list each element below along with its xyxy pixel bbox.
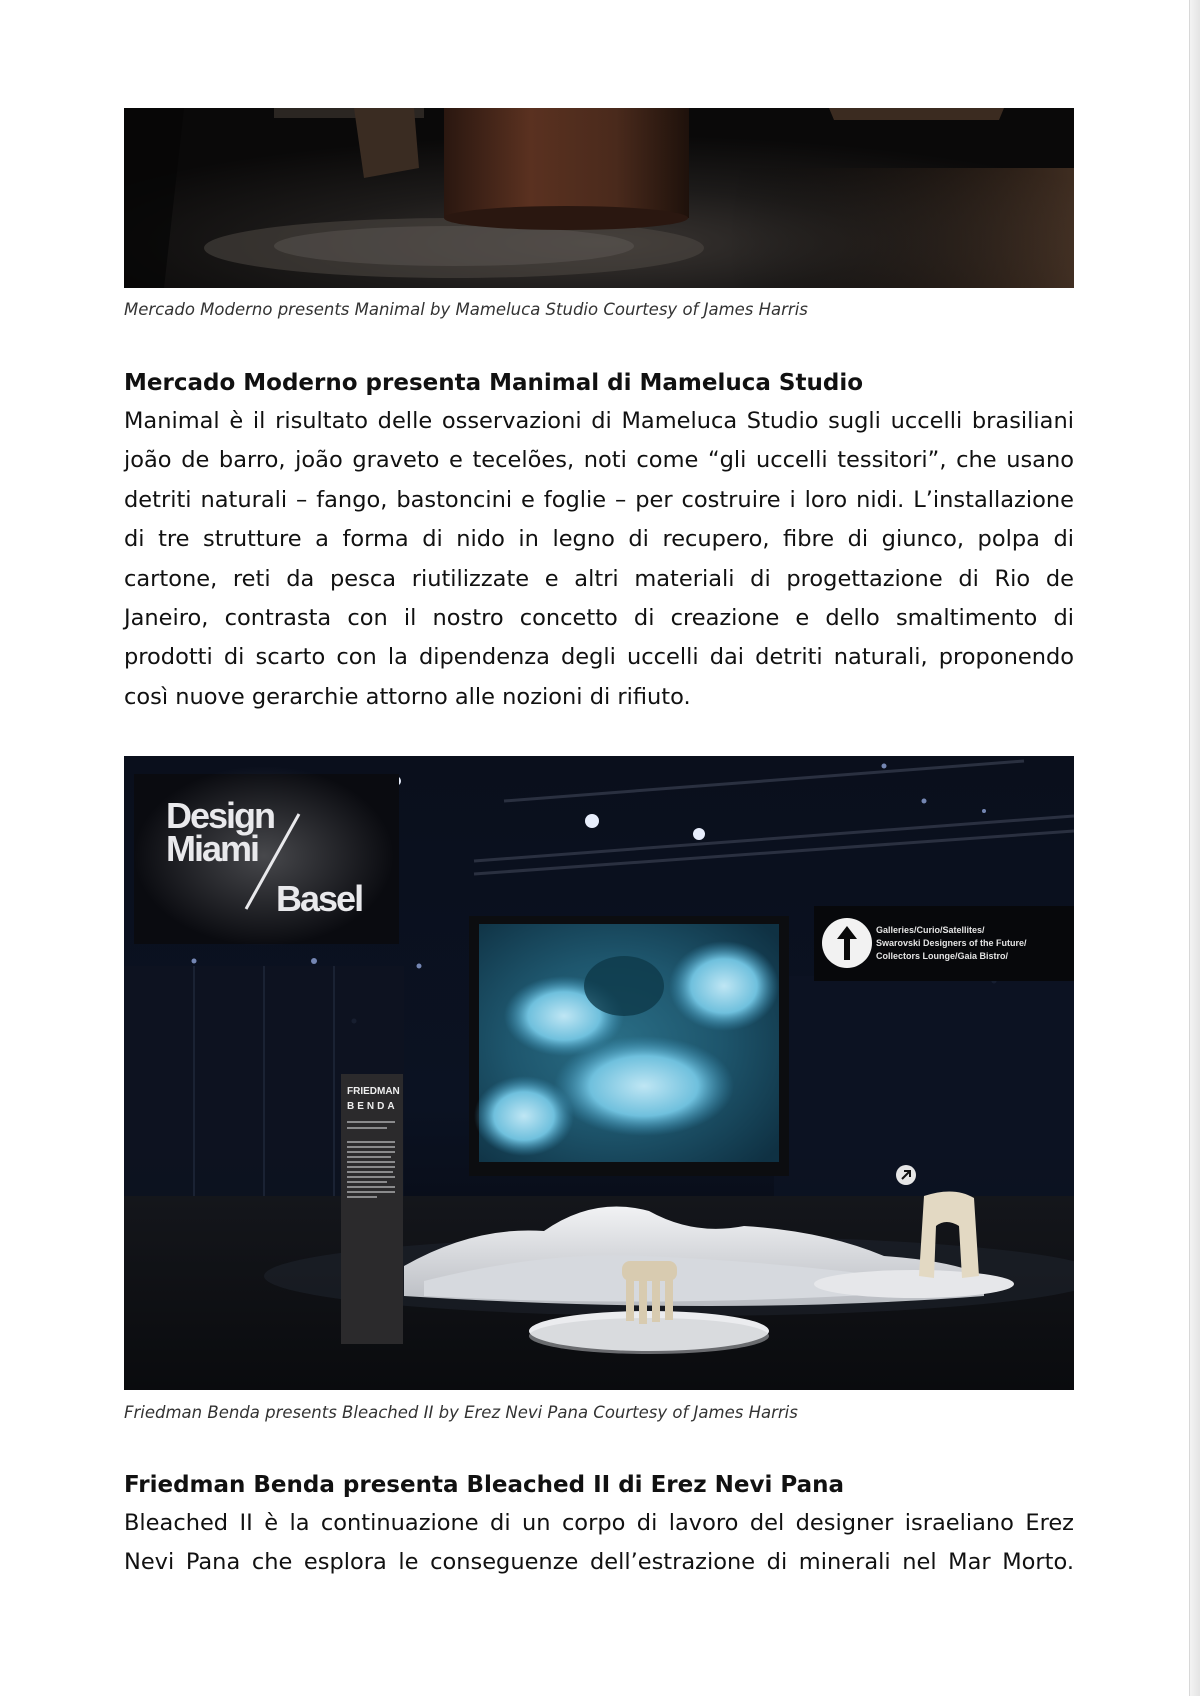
paragraph-line: così nuove gerarchie attorno alle nozioni di rifiuto. [124, 683, 691, 710]
figure-caption-manimal: Mercado Moderno presents Manimal by Mameluca Studio Courtesy of James Harris [124, 300, 808, 319]
paragraph-line: di tre strutture a forma di nido in legno di recupero, fibre di giunco, polpa di [124, 526, 1074, 553]
manimal-photo [124, 108, 1074, 288]
section-heading-manimal: Mercado Moderno presenta Manimal di Mameluca Studio [124, 370, 863, 396]
paragraph-line: detriti naturali – fango, bastoncini e foglie – per costruire i loro nidi. L’installazione [124, 486, 1074, 513]
bleached-photo [124, 756, 1074, 1390]
paragraph-line: cartone, reti da pesca riutilizzate e altri materiali di progettazione di Rio de [124, 565, 1074, 592]
section-heading-bleached: Friedman Benda presenta Bleached II di Erez Nevi Pana [124, 1472, 845, 1498]
directions-text: Swarovski Designers of the Future/ [876, 938, 1027, 948]
gallery-sign-text: FRIEDMAN [347, 1086, 400, 1097]
sign-text-miami: Miami [166, 828, 259, 869]
paragraph-line: prodotti di scarto con la dipendenza degli uccelli dai detriti naturali, proponendo [124, 644, 1074, 671]
paragraph-manimal [124, 402, 1074, 717]
sign-text-design: Design [166, 795, 275, 836]
page-edge [1189, 0, 1200, 1696]
directions-text: Galleries/Curio/Satellites/ [876, 925, 985, 935]
figure-caption-bleached: Friedman Benda presents Bleached II by Erez Nevi Pana Courtesy of James Harris [124, 1403, 798, 1422]
paragraph-line: Nevi Pana che esplora le conseguenze dell’estrazione di minerali nel Mar Morto. [124, 1549, 1074, 1576]
gallery-sign-text: BENDA [347, 1101, 398, 1112]
directions-text: Collectors Lounge/Gaia Bistro/ [876, 951, 1009, 961]
paragraph-line: Bleached II è la continuazione di un corpo di lavoro del designer israeliano Erez [124, 1510, 1074, 1536]
sign-text-basel: Basel [276, 878, 363, 919]
paragraph-line: Janeiro, contrasta con il nostro concetto di creazione e dello smaltimento di [124, 604, 1074, 631]
paragraph-line: Manimal è il risultato delle osservazioni di Mameluca Studio sugli uccelli brasiliani [124, 408, 1074, 434]
paragraph-line: joão de barro, joão graveto e tecelões, noti come “gli uccelli tessitori”, che usano [124, 447, 1074, 474]
paragraph-bleached [124, 1504, 1074, 1583]
